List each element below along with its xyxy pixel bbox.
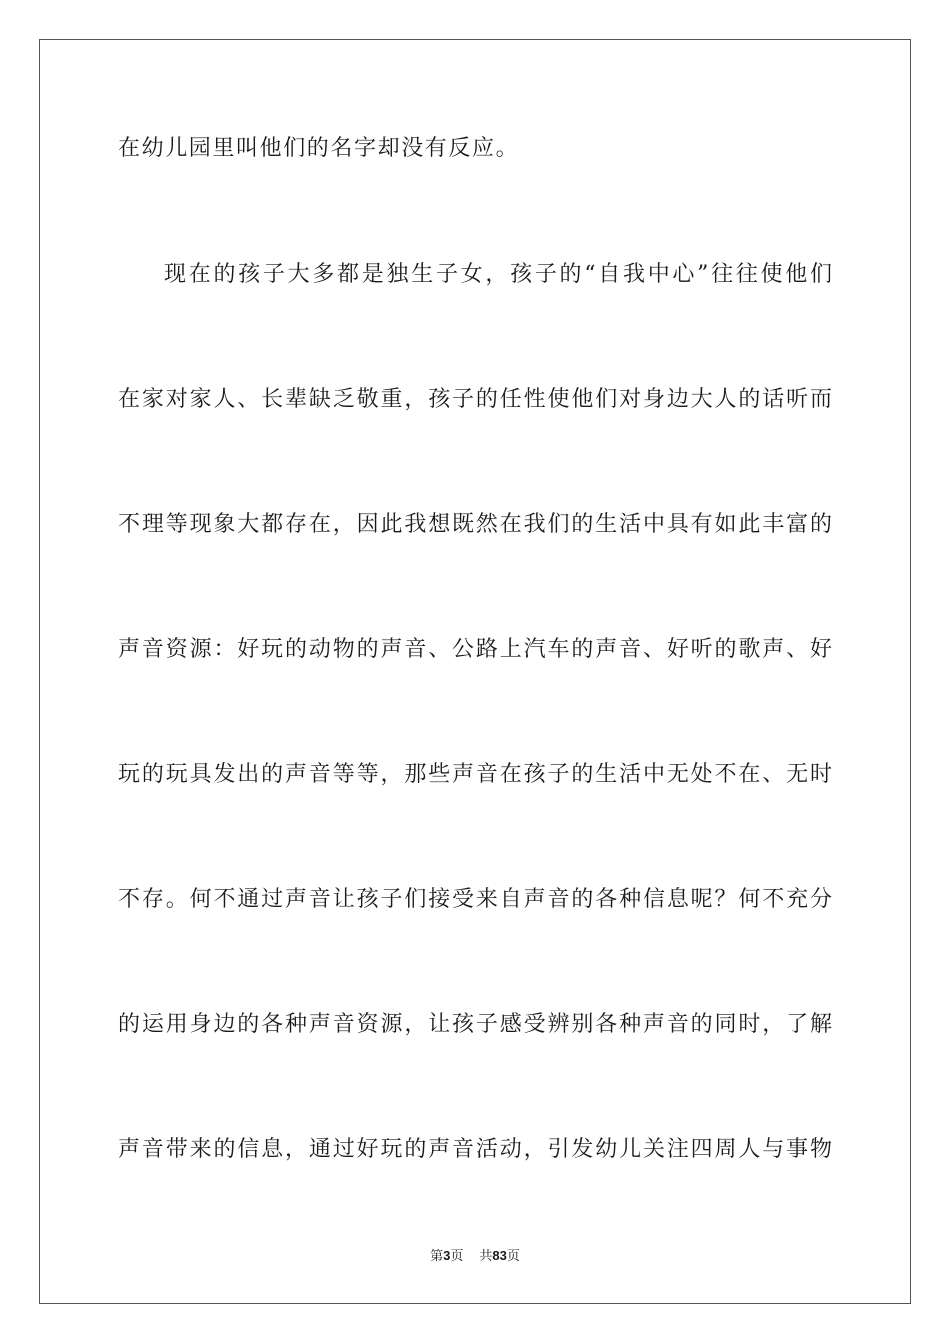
total-suffix: 页 [506, 1249, 520, 1264]
total-prefix: 共 [479, 1249, 493, 1264]
page-prefix: 第 [430, 1249, 444, 1264]
text-line-2: 现在的孩子大多都是独生子女，孩子的“自我中心”往往使他们 [164, 262, 832, 287]
text-line-4: 不理等现象大都存在，因此我想既然在我们的生活中具有如此丰富的 [118, 512, 832, 537]
total-pages: 83 [492, 1248, 507, 1263]
text-line-6: 玩的玩具发出的声音等等，那些声音在孩子的生活中无处不在、无时 [118, 762, 832, 787]
text-line-3: 在家对家人、长辈缺乏敬重，孩子的任性使他们对身边大人的话听而 [118, 387, 832, 412]
text-line-5: 声音资源：好玩的动物的声音、公路上汽车的声音、好听的歌声、好 [118, 637, 832, 662]
text-line-8: 的运用身边的各种声音资源，让孩子感受辨别各种声音的同时，了解 [118, 1012, 832, 1037]
text-line-7: 不存。何不通过声音让孩子们接受来自声音的各种信息呢？何不充分 [118, 887, 832, 912]
page-border [39, 39, 911, 1304]
text-line-1: 在幼儿园里叫他们的名字却没有反应。 [118, 136, 520, 161]
page-number: 3 [443, 1248, 451, 1263]
text-line-9: 声音带来的信息，通过好玩的声音活动，引发幼儿关注四周人与事物 [118, 1137, 832, 1162]
page-footer [0, 1247, 950, 1266]
page-suffix: 页 [450, 1249, 464, 1264]
